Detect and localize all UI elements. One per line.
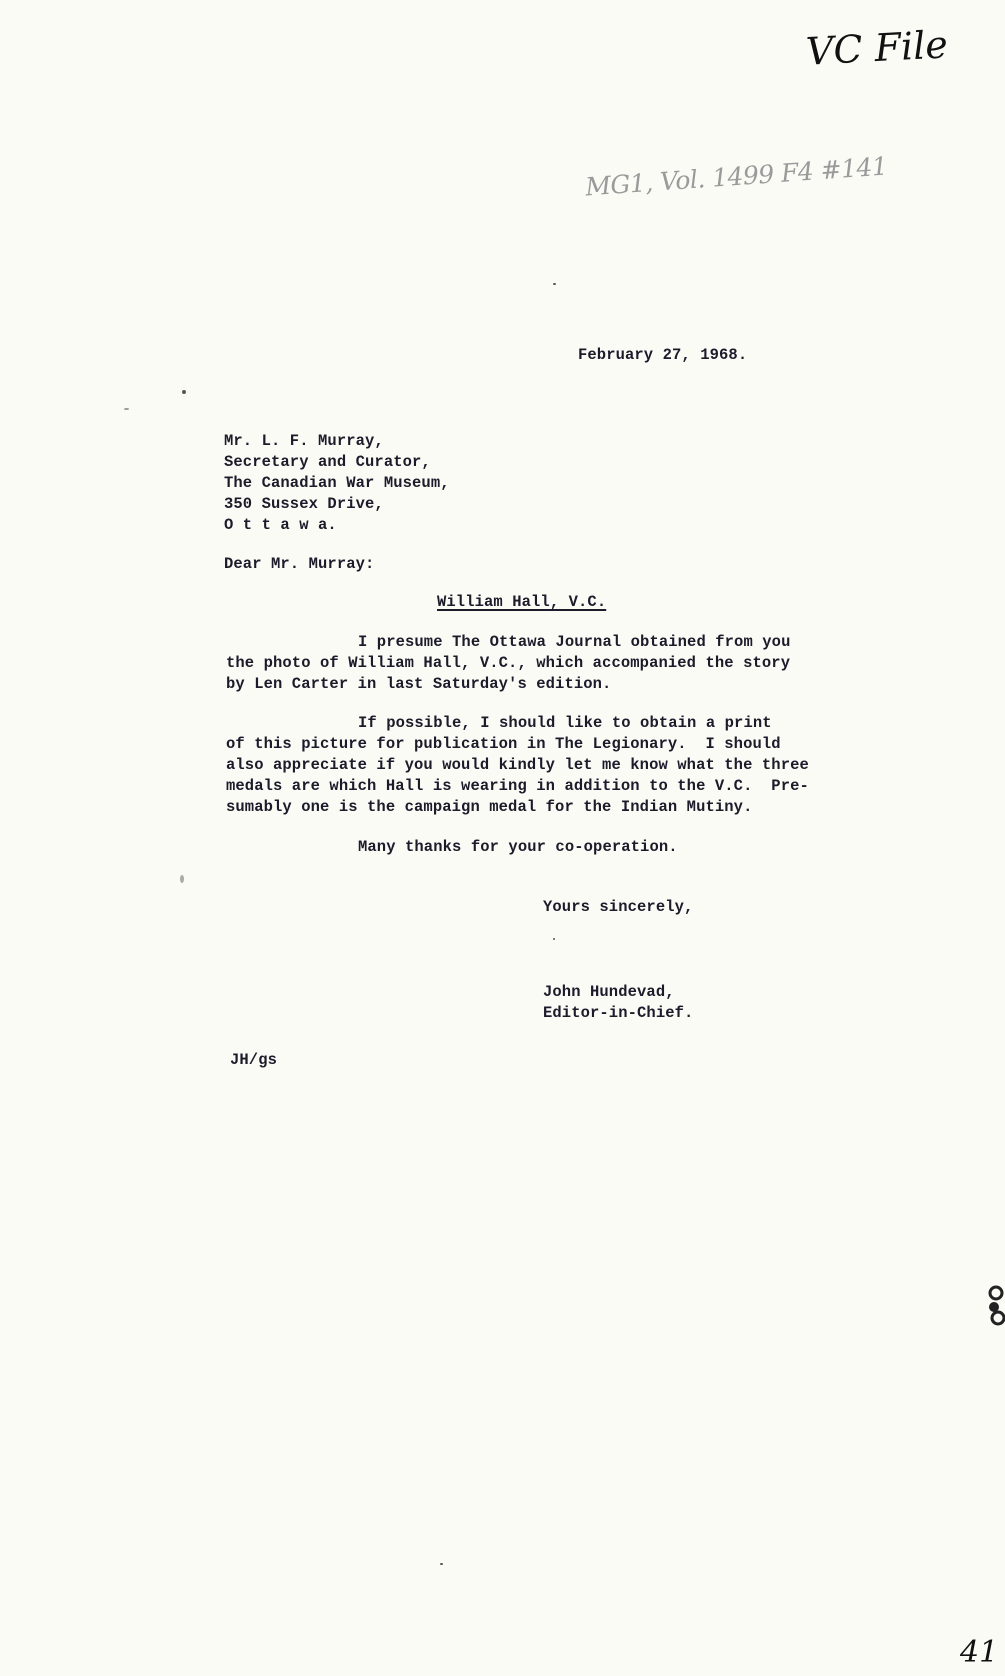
margin-ink-mark: [984, 1283, 1005, 1327]
recipient-title: Secretary and Curator,: [224, 453, 431, 471]
handwritten-page-number: 41: [960, 1635, 999, 1670]
scan-speck: [553, 938, 555, 940]
paragraph2-line4: medals are which Hall is wearing in addition to the V.C. Pre-: [226, 777, 809, 795]
paragraph1-line1: I presume The Ottawa Journal obtained from you: [358, 633, 791, 651]
recipient-street: 350 Sussex Drive,: [224, 495, 384, 513]
scan-speck: [553, 283, 556, 285]
paragraph3: Many thanks for your co-operation.: [358, 838, 678, 856]
paragraph2-line3: also appreciate if you would kindly let me know what the three: [226, 756, 809, 774]
recipient-organization: The Canadian War Museum,: [224, 474, 450, 492]
recipient-city: O t t a w a.: [224, 516, 337, 534]
paragraph1-line3: by Len Carter in last Saturday's edition.: [226, 675, 612, 693]
letter-date: February 27, 1968.: [578, 346, 748, 364]
scan-speck: [180, 875, 184, 883]
handwritten-archive-reference: MG1, Vol. 1499 F4 #141: [584, 151, 889, 202]
subject-line: William Hall, V.C.: [437, 593, 607, 611]
closing: Yours sincerely,: [543, 898, 694, 916]
scan-speck: [182, 390, 186, 394]
salutation: Dear Mr. Murray:: [224, 555, 375, 573]
paragraph2-line1: If possible, I should like to obtain a print: [358, 714, 772, 732]
scan-speck: [124, 408, 129, 410]
scan-speck: [440, 1563, 443, 1565]
typist-initials: JH/gs: [230, 1051, 278, 1069]
recipient-name: Mr. L. F. Murray,: [224, 432, 384, 450]
signature-title: Editor-in-Chief.: [543, 1004, 694, 1022]
paragraph1-line2: the photo of William Hall, V.C., which accompanied the story: [226, 654, 791, 672]
paragraph2-line5: sumably one is the campaign medal for the Indian Mutiny.: [226, 798, 753, 816]
paragraph2-line2: of this picture for publication in The Legionary. I should: [226, 735, 781, 753]
handwritten-vc-file-note: VC File: [804, 22, 949, 74]
signature-name: John Hundevad,: [543, 983, 675, 1001]
